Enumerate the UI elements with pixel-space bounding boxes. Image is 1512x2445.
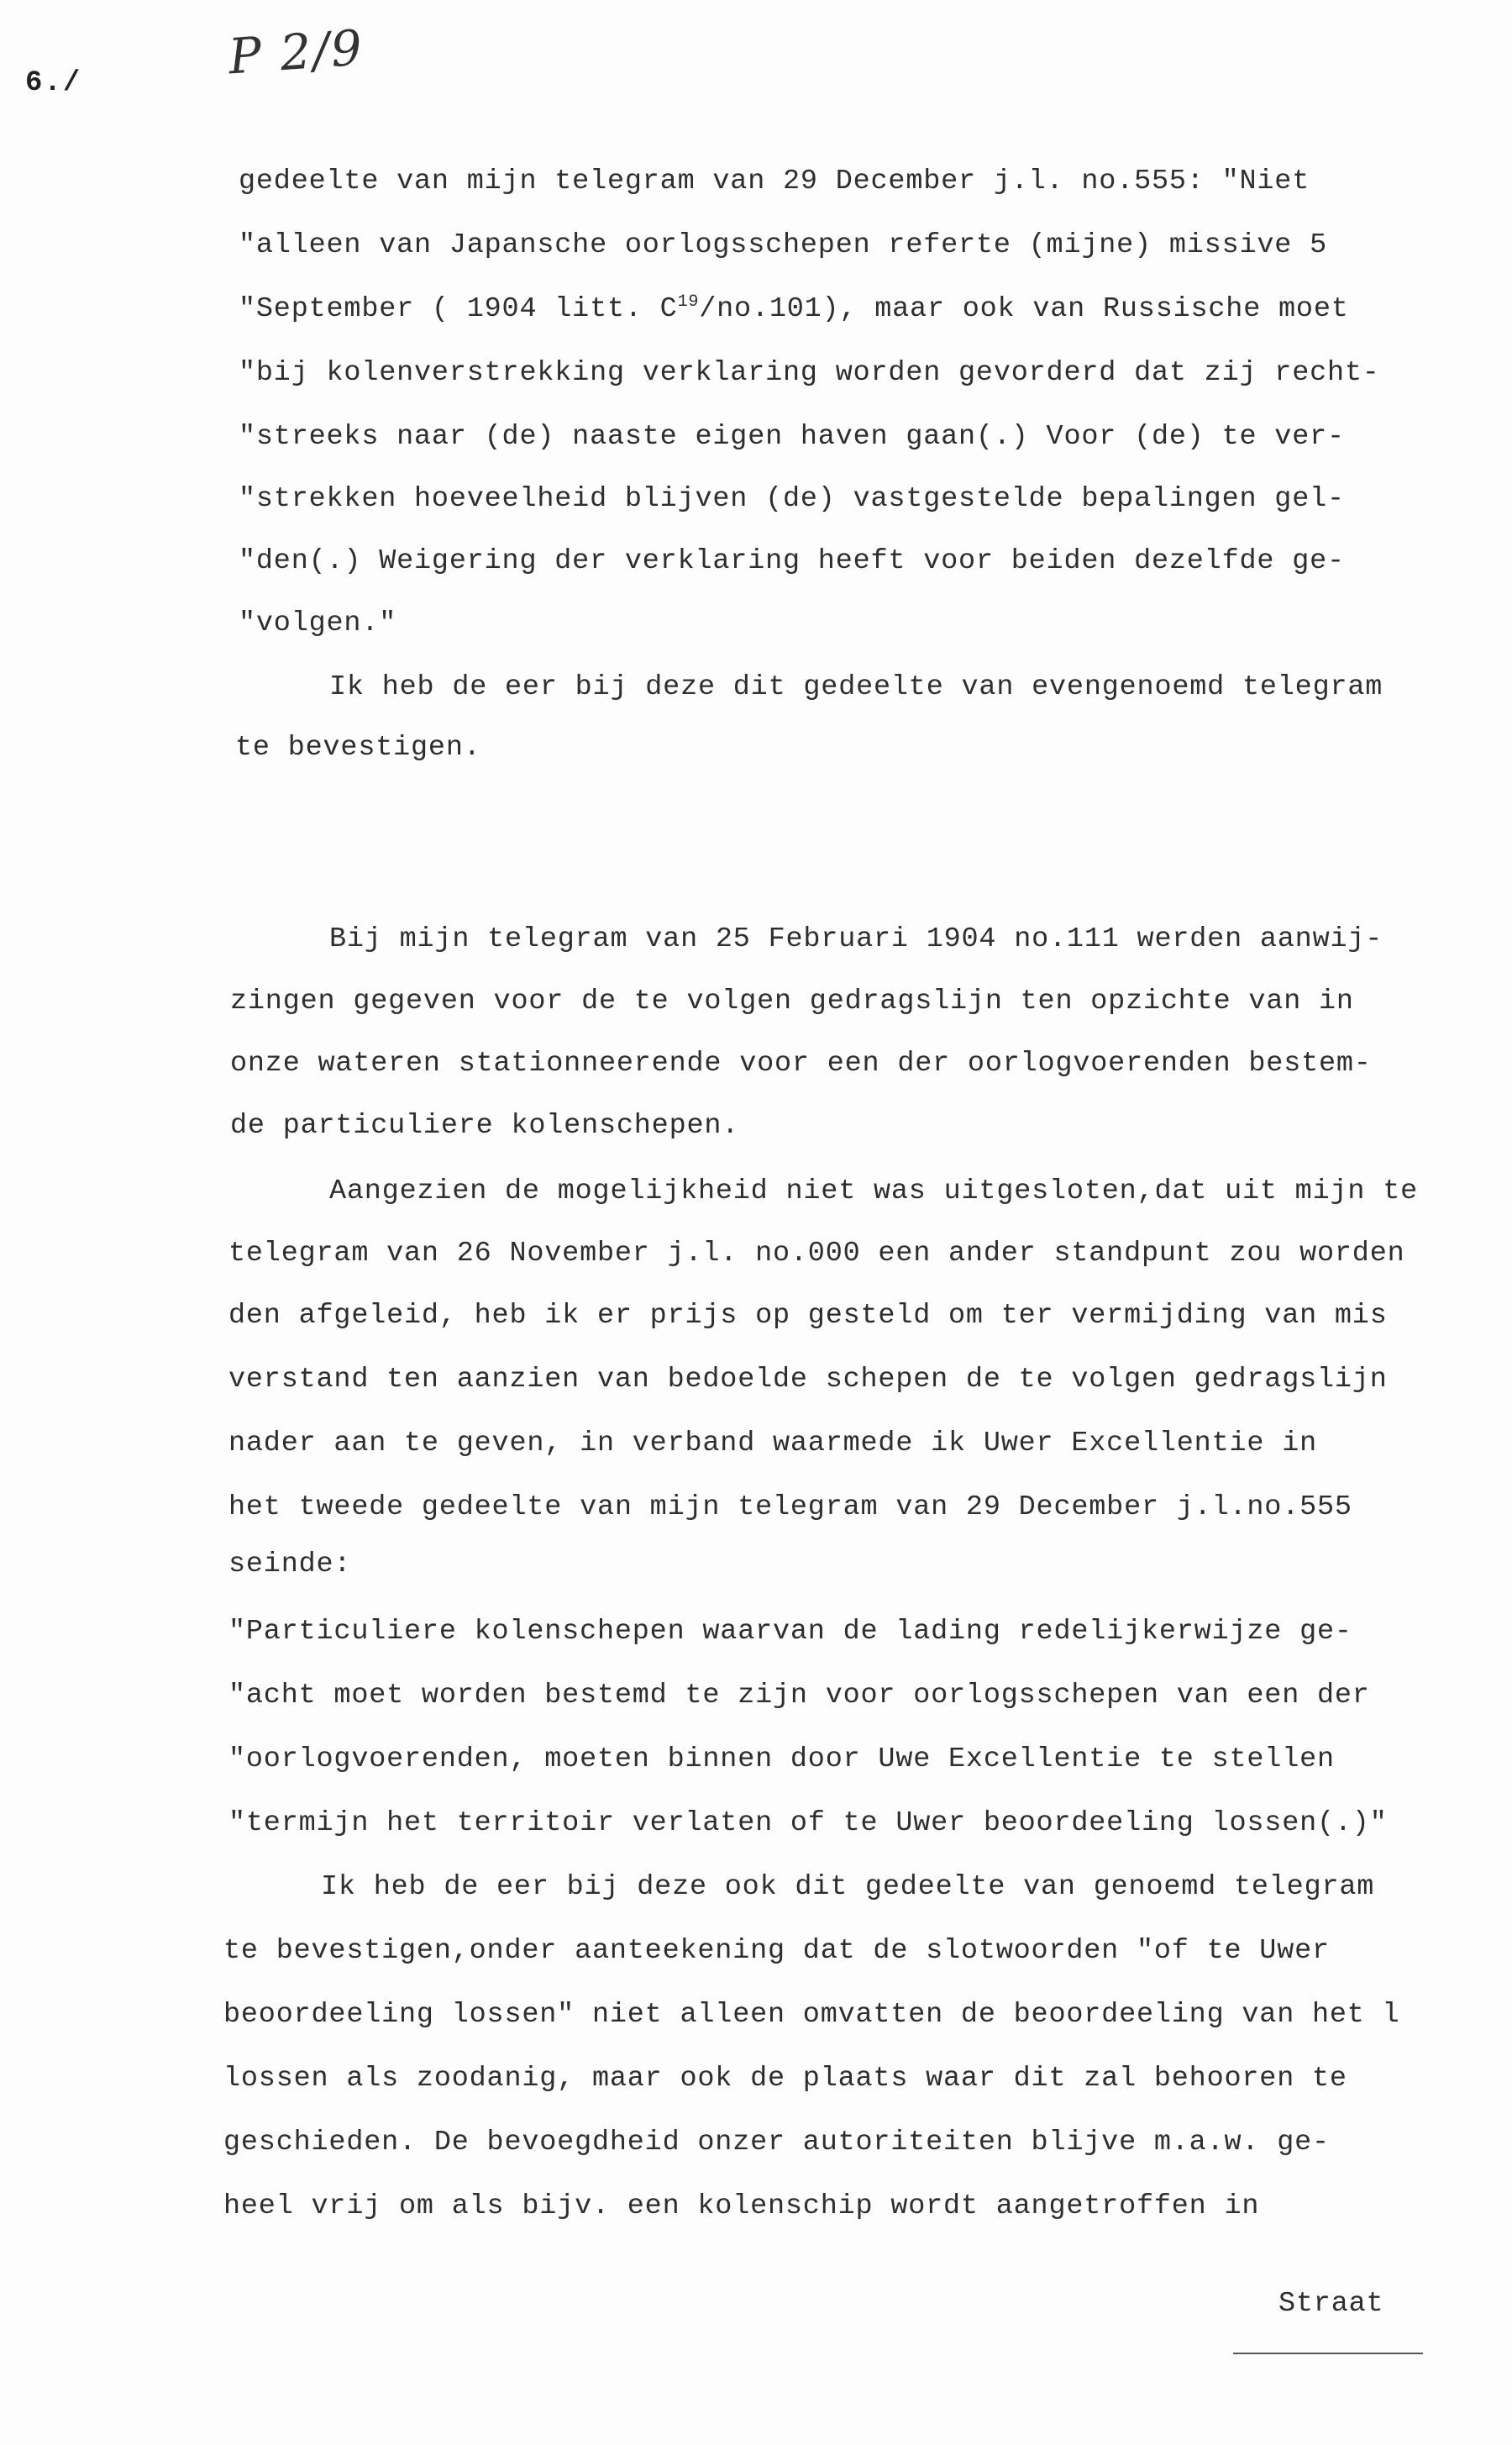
text-line: geschieden. De bevoegdheid onzer autoriteiten blijve m.a.w. ge- [223, 2127, 1330, 2158]
text-line: lossen als zoodanig, maar ook de plaats waar dit zal behooren te [223, 2063, 1347, 2095]
text-line: "Particuliere kolenschepen waarvan de lading redelijkerwijze ge- [228, 1616, 1352, 1648]
text-line: nader aan te geven, in verband waarmede ik Uwer Excellentie in [228, 1428, 1318, 1459]
text-line: Ik heb de eer bij deze ook dit gedeelte van genoemd telegram [321, 1871, 1375, 1903]
text-line-part: /no.101), maar ook van Russische moet [699, 293, 1349, 325]
text-line: "acht moet worden bestemd te zijn voor oorlogsschepen van een der [228, 1680, 1370, 1712]
catchword: Straat [1278, 2288, 1384, 2320]
text-line: verstand ten aanzien van bedoelde schepen de te volgen gedragslijn [228, 1364, 1388, 1396]
text-line: "oorlogvoerenden, moeten binnen door Uwe Excellentie te stellen [228, 1743, 1335, 1775]
text-line: onze wateren stationneerende voor een der oorlogvoerenden bestem- [230, 1048, 1372, 1080]
text-line: het tweede gedeelte van mijn telegram van 29 December j.l.no.555 [228, 1491, 1352, 1523]
text-line: te bevestigen. [235, 732, 481, 764]
text-line: "den(.) Weigering der verklaring heeft voor beiden dezelfde ge- [239, 545, 1345, 577]
text-line: "bij kolenverstrekking verklaring worden gevorderd dat zij recht- [239, 357, 1380, 389]
leaf-number [25, 67, 81, 99]
handwritten-page-note: P 2/9 [226, 18, 365, 86]
text-line: Bij mijn telegram van 25 Februari 1904 no.111 werden aanwij- [329, 923, 1383, 955]
text-line: "strekken hoeveelheid blijven (de) vastgestelde bepalingen gel- [239, 483, 1345, 515]
text-line [239, 292, 1349, 326]
text-line: beoordeeling lossen" niet alleen omvatten de beoordeeling van het l [223, 1999, 1400, 2031]
leaf-number-text: 6. [25, 67, 63, 99]
text-line: heel vrij om als bijv. een kolenschip wordt aangetroffen in [223, 2190, 1260, 2222]
superscript-number: 19 [677, 292, 700, 312]
text-line: "streeks naar (de) naaste eigen haven gaan(.) Voor (de) te ver- [239, 421, 1345, 453]
text-line: zingen gegeven voor de te volgen gedragslijn ten opzichte van in [230, 986, 1354, 1017]
text-line: den afgeleid, heb ik er prijs op gesteld om ter vermijding van mis [228, 1300, 1388, 1332]
text-line: "termijn het territoir verlaten of te Uwer beoordeeling lossen(.)" [228, 1807, 1388, 1839]
text-line: de particuliere kolenschepen. [230, 1110, 740, 1142]
leaf-number-tick: / [62, 67, 82, 99]
text-line: te bevestigen,onder aanteekening dat de slotwoorden "of te Uwer [223, 1935, 1330, 1967]
catchword-underline [1233, 2353, 1423, 2354]
text-line: gedeelte van mijn telegram van 29 December j.l. no.555: "Niet [239, 166, 1310, 197]
text-line-part: "September ( 1904 litt. C [239, 293, 678, 325]
text-line: Ik heb de eer bij deze dit gedeelte van evengenoemd telegram [329, 671, 1383, 703]
text-line: seinde: [228, 1548, 352, 1580]
text-line: "volgen." [239, 607, 397, 639]
text-line: "alleen van Japansche oorlogsschepen referte (mijne) missive 5 [239, 229, 1328, 261]
text-line: Aangezien de mogelijkheid niet was uitgesloten,dat uit mijn te [329, 1175, 1419, 1207]
text-line: telegram van 26 November j.l. no.000 een ander standpunt zou worden [228, 1238, 1405, 1270]
